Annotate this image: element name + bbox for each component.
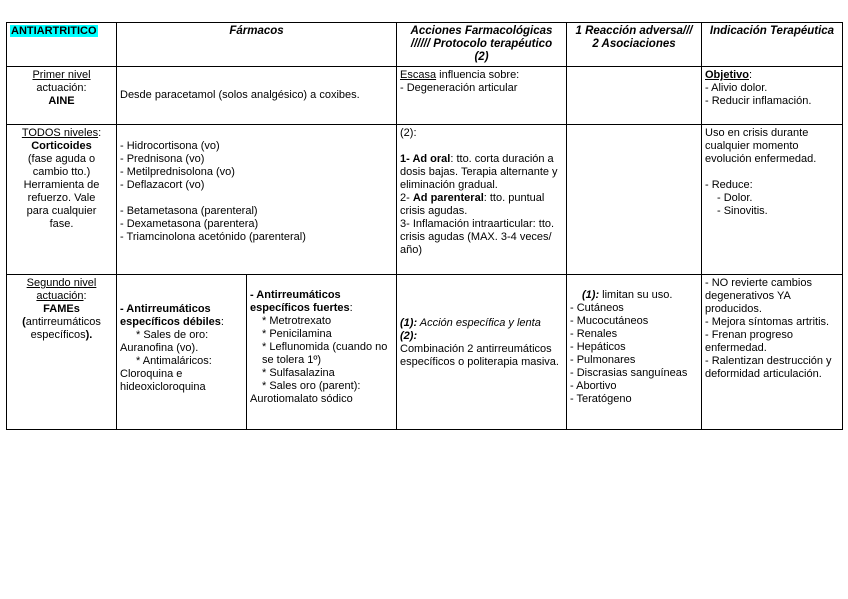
drug-item: - Dexametasona (parentera) xyxy=(120,218,259,230)
indication-cell-aine xyxy=(702,67,843,125)
level-cell-todos xyxy=(7,125,117,275)
level-cell-segundo xyxy=(7,275,117,430)
level-type: FAMEs xyxy=(43,303,80,315)
indication-cell-fames xyxy=(702,275,843,430)
drugs-cell-corticoides xyxy=(117,125,397,275)
drug-item: - Deflazacort (vo) xyxy=(120,179,205,191)
action-ref: (2): xyxy=(400,330,418,342)
row-todos-niveles xyxy=(7,125,843,275)
adverse-item: - Pulmonares xyxy=(570,354,636,366)
level-cell-primer xyxy=(7,67,117,125)
action-bold: Ad parenteral xyxy=(412,192,484,204)
header-reaccion xyxy=(567,23,702,67)
indication-item: - NO revierte cambios degenerativos YA producidos. xyxy=(705,277,812,315)
adverse-item: - Renales xyxy=(570,328,618,340)
indication-label: Objetivo xyxy=(705,69,750,81)
level-line: para cualquier xyxy=(26,205,97,217)
adverse-text: limitan su uso. xyxy=(599,289,673,301)
header-farmacos: Fármacos xyxy=(117,23,397,67)
header-acciones-line: (2) xyxy=(474,51,489,63)
action-text: Acción específica y lenta xyxy=(417,317,541,329)
adverse-item: - Abortivo xyxy=(570,380,617,392)
level-label: actuación xyxy=(36,290,84,302)
strong-title: - Antirreumáticos específicos fuertes xyxy=(250,289,350,314)
level-paren: ). xyxy=(85,329,93,341)
indication-cell-corticoides xyxy=(702,125,843,275)
weak-colon: : xyxy=(220,316,224,328)
antiarthritic-table xyxy=(6,22,843,430)
level-label: TODOS niveles xyxy=(21,127,99,139)
header-row xyxy=(7,23,843,67)
drug-line: * Sulfasalazina xyxy=(262,367,335,379)
action-text: : tto. puntual crisis agudas. xyxy=(400,192,545,217)
action-underlined: Escasa xyxy=(400,69,437,81)
action-bold: Ad oral xyxy=(412,153,451,165)
row-primer-nivel xyxy=(7,67,843,125)
indication-item: - Mejora síntomas artritis. xyxy=(705,316,830,328)
indication-item: - Alivio dolor. xyxy=(705,82,768,94)
adverse-item: - Teratógeno xyxy=(570,393,632,405)
header-antiartritico xyxy=(7,23,117,67)
action-num: 2- xyxy=(400,192,413,204)
drug-line: Auranofina (vo). xyxy=(120,342,199,354)
drugs-cell-aine: Desde paracetamol (solos analgésico) a coxibes. xyxy=(117,67,397,125)
action-cell-corticoides xyxy=(397,125,567,275)
drug-line: * Leflunomida (cuando no se tolera 1º) xyxy=(262,341,388,366)
drug-item: - Betametasona (parenteral) xyxy=(120,205,258,217)
strong-colon: : xyxy=(349,302,353,314)
adverse-item: - Hepáticos xyxy=(570,341,626,353)
weak-title: - Antirreumáticos específicos débiles xyxy=(120,303,221,328)
level-suffix: actuación: xyxy=(36,82,87,94)
drug-item: - Prednisona (vo) xyxy=(120,153,205,165)
indication-item: - Sinovitis. xyxy=(717,205,768,217)
adverse-item: - Discrasias sanguíneas xyxy=(570,367,688,379)
header-acciones xyxy=(397,23,567,67)
drug-line: Aurotiomalato sódico xyxy=(250,393,353,405)
adverse-item: - Mucocutáneos xyxy=(570,315,649,327)
drug-line: * Penicilamina xyxy=(262,328,332,340)
adverse-cell-fames xyxy=(567,275,702,430)
level-line: Herramienta de xyxy=(23,179,100,191)
indication-item: - Dolor. xyxy=(717,192,753,204)
level-desc: antirreumáticos específicos xyxy=(25,316,101,341)
level-paren: ( xyxy=(22,316,26,328)
indication-colon: : xyxy=(749,69,753,81)
drug-line: * Sales oro (parent): xyxy=(262,380,361,392)
level-line: (fase aguda o xyxy=(27,153,96,165)
row-segundo-nivel xyxy=(7,275,843,430)
action-rest: influencia sobre: xyxy=(436,69,520,81)
header-reaccion-line: 1 Reacción adversa/// xyxy=(575,25,693,37)
header-reaccion-line: 2 Asociaciones xyxy=(592,38,676,50)
level-label: Primer nivel xyxy=(32,69,91,81)
drugs-cell-strong xyxy=(247,275,397,430)
indication-item: - Frenan progreso enfermedad. xyxy=(705,329,794,354)
drug-line: Cloroquina e hideoxicloroquina xyxy=(120,368,206,393)
adverse-cell-corticoides xyxy=(567,125,702,275)
drug-line: * Sales de oro: xyxy=(136,329,209,341)
indication-reduce: - Reduce: xyxy=(705,179,753,191)
header-indicacion: Indicación Terapéutica xyxy=(702,23,843,67)
level-line: cambio tto.) xyxy=(32,166,91,178)
action-cell-aine xyxy=(397,67,567,125)
action-text: : tto. corta duración a dosis bajas. Terapia alternante y eliminación gradual. xyxy=(400,153,558,191)
level-colon: : xyxy=(98,127,102,139)
drug-line: * Antimaláricos: xyxy=(136,355,212,367)
header-acciones-line: Acciones Farmacológicas xyxy=(410,25,553,37)
drugs-cell-weak xyxy=(117,275,247,430)
indication-item: - Reducir inflamación. xyxy=(705,95,812,107)
level-line: refuerzo. Vale xyxy=(27,192,96,204)
header-acciones-line: ////// Protocolo terapéutico xyxy=(410,38,553,50)
indication-item: - Ralentizan destrucción y deformidad articulación. xyxy=(705,355,832,380)
highlighted-title: ANTIARTRITICO xyxy=(11,25,97,37)
action-item: - Degeneración articular xyxy=(400,82,518,94)
level-label: Segundo nivel xyxy=(26,277,97,289)
action-ref: (2): xyxy=(400,127,417,139)
action-cell-fames xyxy=(397,275,567,430)
adverse-ref: (1): xyxy=(582,289,600,301)
level-colon: : xyxy=(83,290,87,302)
drug-item: - Hidrocortisona (vo) xyxy=(120,140,220,152)
action-ref: (1): xyxy=(400,317,418,329)
adverse-item: - Cutáneos xyxy=(570,302,624,314)
drug-item: - Triamcinolona acetónido (parenteral) xyxy=(120,231,306,243)
drug-line: * Metrotrexato xyxy=(262,315,332,327)
action-text: 3- Inflamación intraarticular: tto. crisis agudas (MAX. 3-4 veces/ año) xyxy=(400,218,555,256)
indication-text: Uso en crisis durante cualquier momento evolución enfermedad. xyxy=(705,127,817,165)
action-text: Combinación 2 antirreumáticos específicos o politerapia masiva. xyxy=(400,343,559,368)
action-num: 1- xyxy=(400,153,413,165)
adverse-cell-aine xyxy=(567,67,702,125)
drug-item: - Metilprednisolona (vo) xyxy=(120,166,235,178)
level-line: fase. xyxy=(49,218,74,230)
level-type: AINE xyxy=(48,95,75,107)
level-type: Corticoides xyxy=(31,140,92,152)
